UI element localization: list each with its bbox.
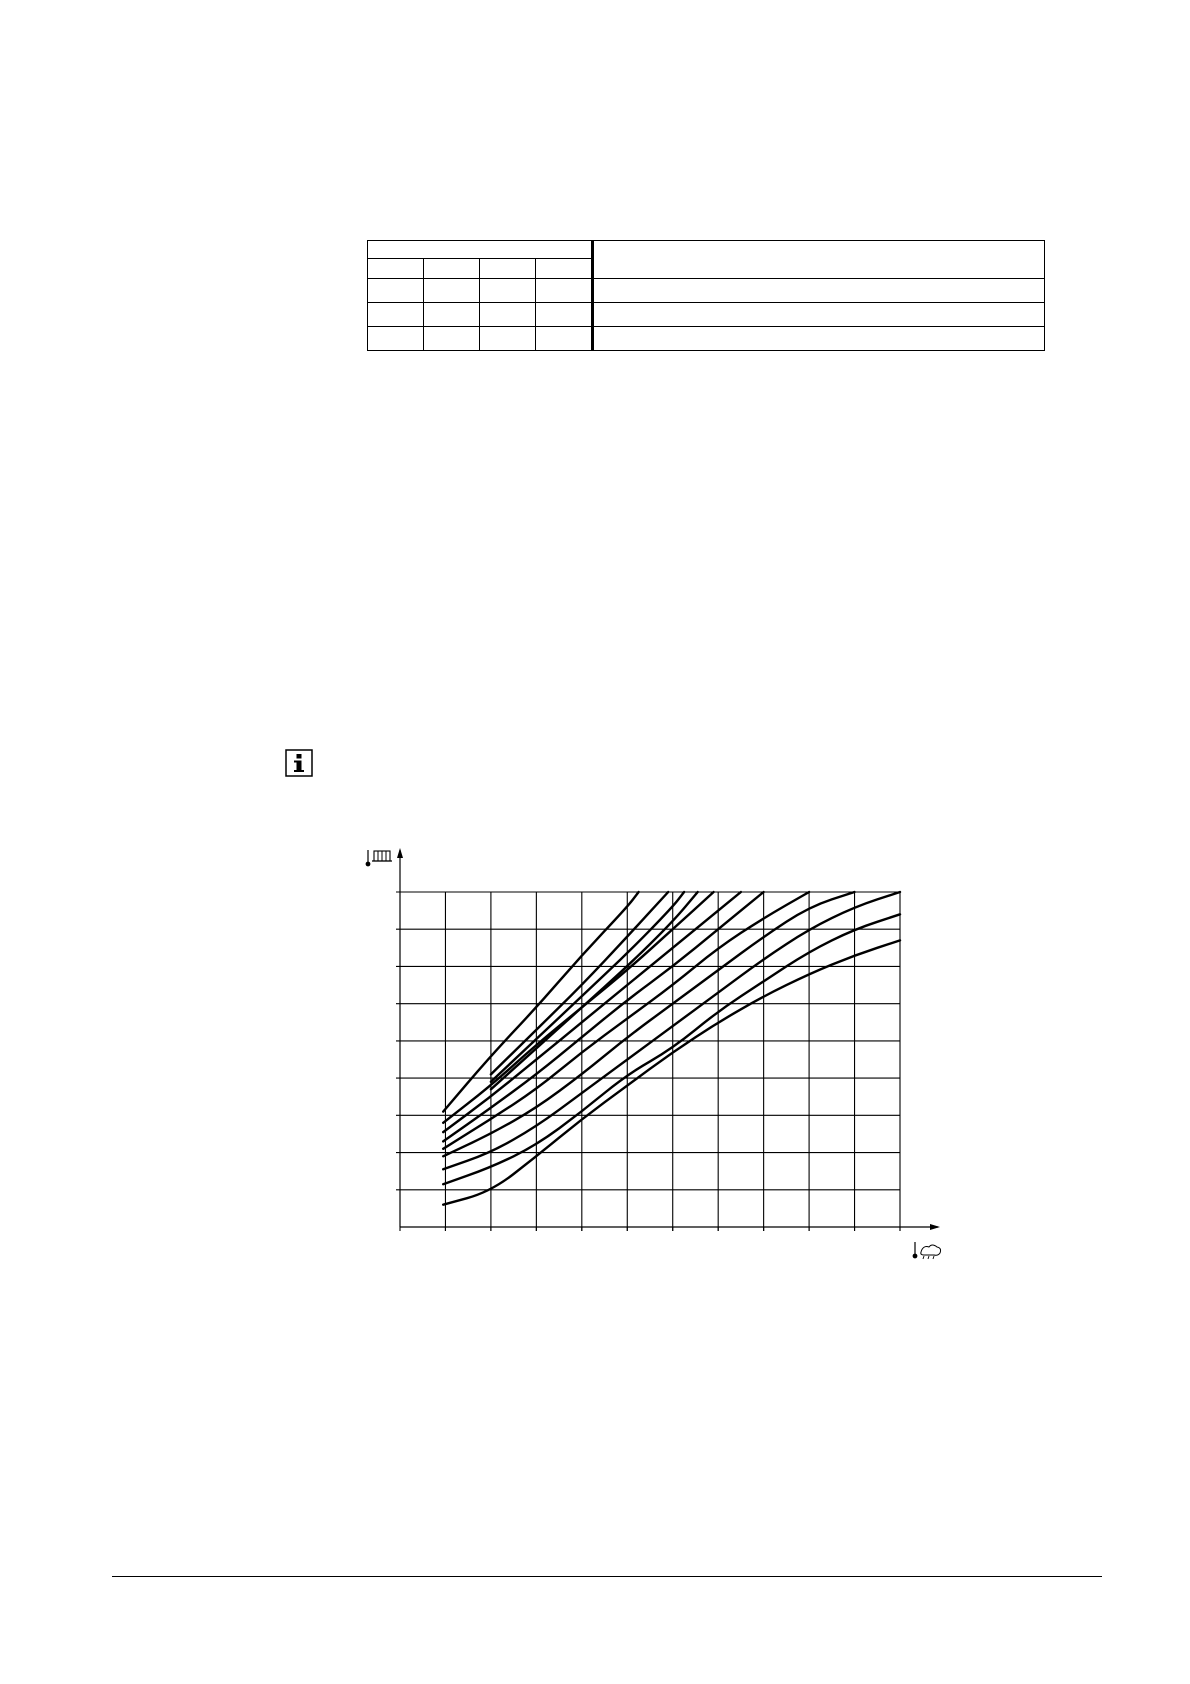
table-cell — [480, 327, 536, 351]
table-cell-description — [593, 279, 1045, 303]
table-cell — [424, 327, 480, 351]
table-cell-description — [593, 303, 1045, 327]
parameter-table — [367, 240, 1045, 351]
outside-temperature-icon — [913, 1242, 941, 1259]
table-cell — [480, 279, 536, 303]
flow-temperature-radiator-icon — [366, 850, 392, 866]
table-cell — [368, 279, 424, 303]
table-row — [368, 327, 1045, 351]
table-cell — [368, 303, 424, 327]
heating-curve-11 — [491, 892, 668, 1074]
heating-curve-2 — [443, 914, 900, 1184]
table-header-cell — [536, 259, 593, 279]
table-header-description — [593, 241, 1045, 279]
heating-curve-1 — [443, 940, 900, 1204]
info-icon — [285, 749, 313, 777]
heating-curve-10 — [491, 892, 684, 1082]
table-cell — [424, 279, 480, 303]
heating-curve-3 — [443, 892, 900, 1169]
footer-rule — [112, 1576, 1102, 1577]
table-row — [368, 303, 1045, 327]
table-cell — [536, 303, 593, 327]
heating-curve-chart — [355, 840, 955, 1270]
table-cell — [536, 327, 593, 351]
heating-curve-5 — [443, 892, 809, 1149]
x-axis-arrow — [930, 1224, 940, 1230]
table-cell — [536, 279, 593, 303]
table-header-cell — [480, 259, 536, 279]
table-cell-description — [593, 327, 1045, 351]
table-header-cell — [368, 259, 424, 279]
table-header-cell — [424, 259, 480, 279]
table-cell — [480, 303, 536, 327]
table-header-group — [368, 241, 593, 259]
table-cell — [424, 303, 480, 327]
table-row — [368, 279, 1045, 303]
heating-curve-7 — [443, 892, 741, 1132]
y-axis-arrow — [397, 848, 403, 858]
table-cell — [368, 327, 424, 351]
chart-series — [443, 892, 900, 1205]
